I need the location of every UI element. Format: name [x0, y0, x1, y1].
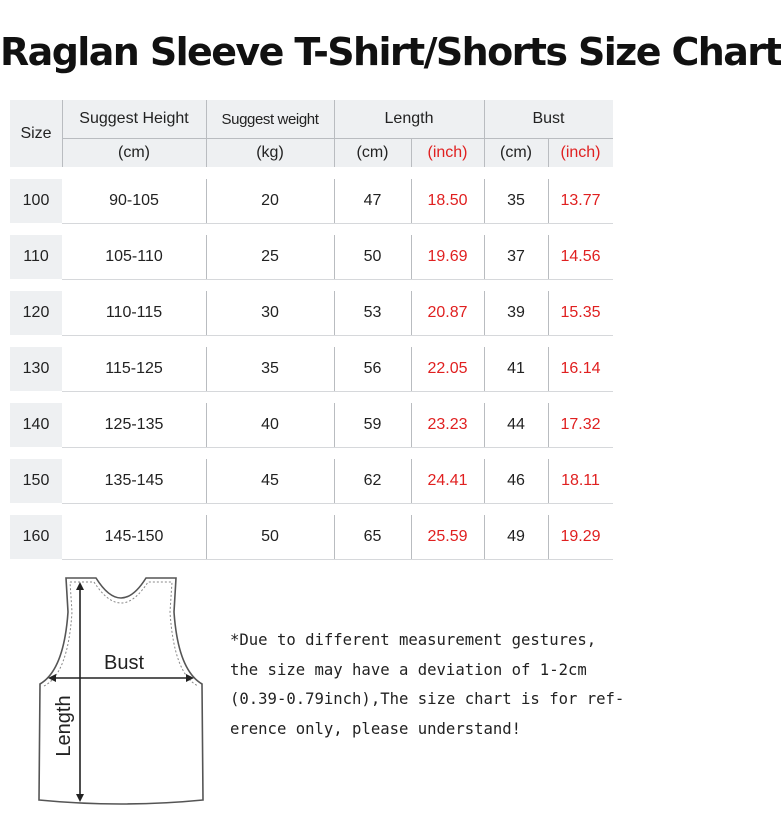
height-cell: 135-145: [62, 459, 206, 503]
length-inch-cell: 25.59: [411, 515, 484, 559]
length-inch-cell: 23.23: [411, 403, 484, 447]
page-title: Raglan Sleeve T-Shirt/Shorts Size Chart: [0, 30, 781, 74]
divider: [484, 347, 485, 391]
table-row: [10, 179, 613, 223]
length-cm-cell: 53: [334, 291, 411, 335]
divider: [206, 459, 207, 503]
header-bust-inch: (inch): [560, 143, 601, 161]
divider: [411, 347, 412, 391]
divider: [334, 347, 335, 391]
divider: [548, 235, 549, 279]
note-line: *Due to different measurement gestures,: [230, 631, 597, 649]
height-cell: 110-115: [62, 291, 206, 335]
divider: [484, 459, 485, 503]
divider: [548, 515, 549, 559]
length-cm-cell: 47: [334, 179, 411, 223]
divider: [411, 459, 412, 503]
divider: [548, 179, 549, 223]
divider: [62, 223, 613, 224]
note-line: erence only, please understand!: [230, 719, 522, 738]
divider: [411, 403, 412, 447]
height-cell: 90-105: [62, 179, 206, 223]
size-cell: 160: [10, 515, 62, 559]
divider: [334, 100, 335, 167]
divider: [484, 235, 485, 279]
bust-inch-cell: 14.56: [548, 235, 613, 279]
divider: [334, 459, 335, 503]
divider: [62, 335, 613, 336]
divider: [548, 138, 549, 167]
divider: [62, 559, 613, 560]
weight-cell: 40: [206, 403, 334, 447]
table-row: [10, 347, 613, 391]
divider: [411, 235, 412, 279]
table-body: [10, 179, 613, 559]
divider: [411, 291, 412, 335]
length-inch-cell: 18.50: [411, 179, 484, 223]
tank-top-diagram: [36, 574, 206, 810]
length-inch-cell: 24.41: [411, 459, 484, 503]
divider: [334, 235, 335, 279]
length-inch-cell: 20.87: [411, 291, 484, 335]
weight-cell: 50: [206, 515, 334, 559]
table-header: [10, 100, 613, 167]
divider: [484, 515, 485, 559]
weight-cell: 35: [206, 347, 334, 391]
size-chart-table: [10, 100, 613, 559]
length-label: Length: [53, 695, 75, 757]
bust-cm-cell: 44: [484, 403, 548, 447]
height-cell: 105-110: [62, 235, 206, 279]
header-length-cm: (cm): [356, 143, 389, 161]
header-size: Size: [20, 124, 52, 142]
note-line: (0.39-0.79inch),The size chart is for ref-: [230, 690, 625, 708]
length-inch-cell: 22.05: [411, 347, 484, 391]
note-line: the size may have a deviation of 1-2cm: [230, 660, 587, 679]
length-cm-cell: 59: [334, 403, 411, 447]
header-suggest-weight: Suggest weight: [221, 110, 319, 128]
header-length-inch: (inch): [427, 143, 468, 161]
divider: [411, 515, 412, 559]
bust-inch-cell: 19.29: [548, 515, 613, 559]
divider: [62, 503, 613, 504]
height-cell: 145-150: [62, 515, 206, 559]
size-cell: 100: [10, 179, 62, 223]
bust-inch-cell: 18.11: [548, 459, 613, 503]
divider: [411, 179, 412, 223]
divider: [548, 291, 549, 335]
divider: [484, 403, 485, 447]
length-inch-cell: 19.69: [411, 235, 484, 279]
divider: [62, 138, 613, 139]
bust-inch-cell: 16.14: [548, 347, 613, 391]
divider: [334, 403, 335, 447]
header-bust: Bust: [532, 110, 565, 127]
size-note: [230, 626, 630, 744]
divider: [62, 391, 613, 392]
bust-cm-cell: 37: [484, 235, 548, 279]
divider: [484, 100, 485, 167]
divider: [62, 100, 63, 167]
height-cell: 115-125: [62, 347, 206, 391]
header-suggest-height: Suggest Height: [79, 110, 189, 127]
bust-cm-cell: 46: [484, 459, 548, 503]
divider: [334, 179, 335, 223]
length-cm-cell: 56: [334, 347, 411, 391]
size-cell: 130: [10, 347, 62, 391]
size-cell: 120: [10, 291, 62, 335]
table-row: [10, 515, 613, 559]
divider: [62, 447, 613, 448]
header-height-unit: (cm): [118, 143, 150, 161]
divider: [206, 179, 207, 223]
bust-inch-cell: 15.35: [548, 291, 613, 335]
weight-cell: 20: [206, 179, 334, 223]
divider: [206, 291, 207, 335]
tank-top-outline: [39, 578, 203, 804]
size-cell: 150: [10, 459, 62, 503]
divider: [206, 515, 207, 559]
bust-cm-cell: 39: [484, 291, 548, 335]
divider: [548, 347, 549, 391]
length-cm-cell: 50: [334, 235, 411, 279]
table-row: [10, 291, 613, 335]
table-row: [10, 235, 613, 279]
header-length: Length: [384, 110, 434, 127]
divider: [548, 459, 549, 503]
divider: [334, 291, 335, 335]
divider: [206, 100, 207, 167]
table-row: [10, 403, 613, 447]
length-cm-cell: 65: [334, 515, 411, 559]
table-row: [10, 459, 613, 503]
size-cell: 110: [10, 235, 62, 279]
bust-cm-cell: 41: [484, 347, 548, 391]
divider: [411, 138, 412, 167]
bust-cm-cell: 35: [484, 179, 548, 223]
weight-cell: 25: [206, 235, 334, 279]
size-cell: 140: [10, 403, 62, 447]
divider: [206, 235, 207, 279]
header-bust-cm: (cm): [500, 143, 532, 161]
bust-inch-cell: 13.77: [548, 179, 613, 223]
divider: [206, 403, 207, 447]
bust-inch-cell: 17.32: [548, 403, 613, 447]
bust-label: Bust: [103, 652, 145, 674]
weight-cell: 45: [206, 459, 334, 503]
divider: [548, 403, 549, 447]
divider: [334, 515, 335, 559]
divider: [206, 347, 207, 391]
bust-cm-cell: 49: [484, 515, 548, 559]
header-weight-unit: (kg): [256, 143, 284, 161]
weight-cell: 30: [206, 291, 334, 335]
height-cell: 125-135: [62, 403, 206, 447]
divider: [62, 279, 613, 280]
divider: [484, 291, 485, 335]
divider: [484, 179, 485, 223]
length-cm-cell: 62: [334, 459, 411, 503]
